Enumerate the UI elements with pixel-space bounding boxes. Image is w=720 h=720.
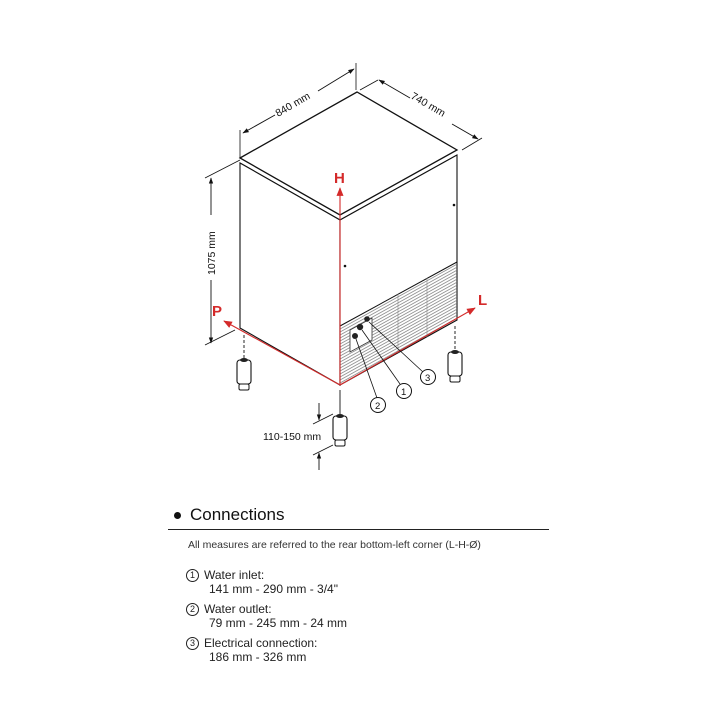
- callout-2: 2: [375, 401, 381, 412]
- section-divider: [168, 529, 549, 530]
- connection-label: Water inlet:: [204, 568, 265, 582]
- foot-left: [237, 335, 251, 390]
- foot-right: [448, 326, 462, 382]
- height-label: 1075 mm: [206, 231, 218, 275]
- callout-1: 1: [401, 387, 407, 398]
- number-circle-icon: 3: [186, 637, 199, 650]
- connection-item-water-inlet: [186, 568, 550, 597]
- bullet-icon: [174, 512, 181, 519]
- number-circle-icon: 2: [186, 603, 199, 616]
- axis-p-label: P: [212, 303, 223, 320]
- connection-item-water-outlet: [186, 602, 550, 631]
- connection-label: Water outlet:: [204, 602, 272, 616]
- section-title: Connections: [190, 505, 285, 524]
- connections-list: [186, 568, 550, 665]
- connection-value: 79 mm - 245 mm - 24 mm: [209, 616, 348, 630]
- connection-value: 186 mm - 326 mm: [209, 650, 307, 664]
- width-label: 840 mm: [273, 90, 313, 120]
- axis-h-label: H: [334, 170, 345, 187]
- section-note: All measures are referred to the rear bottom-left corner (L-H-Ø): [188, 539, 481, 551]
- connection-item-electrical: [186, 636, 550, 665]
- feet-height-label: 110-150 mm: [263, 431, 322, 443]
- foot-front: [333, 390, 347, 446]
- dimension-feet: [263, 403, 333, 470]
- depth-label: 740 mm: [408, 90, 448, 120]
- dimension-height: [205, 160, 240, 345]
- connections-section: [168, 503, 550, 670]
- callout-3: 3: [425, 373, 431, 384]
- number-circle-icon: 1: [186, 569, 199, 582]
- connection-label: Electrical connection:: [204, 636, 318, 650]
- connections-header: [168, 503, 550, 527]
- axis-l-label: L: [478, 292, 488, 309]
- connection-value: 141 mm - 290 mm - 3/4": [209, 582, 338, 596]
